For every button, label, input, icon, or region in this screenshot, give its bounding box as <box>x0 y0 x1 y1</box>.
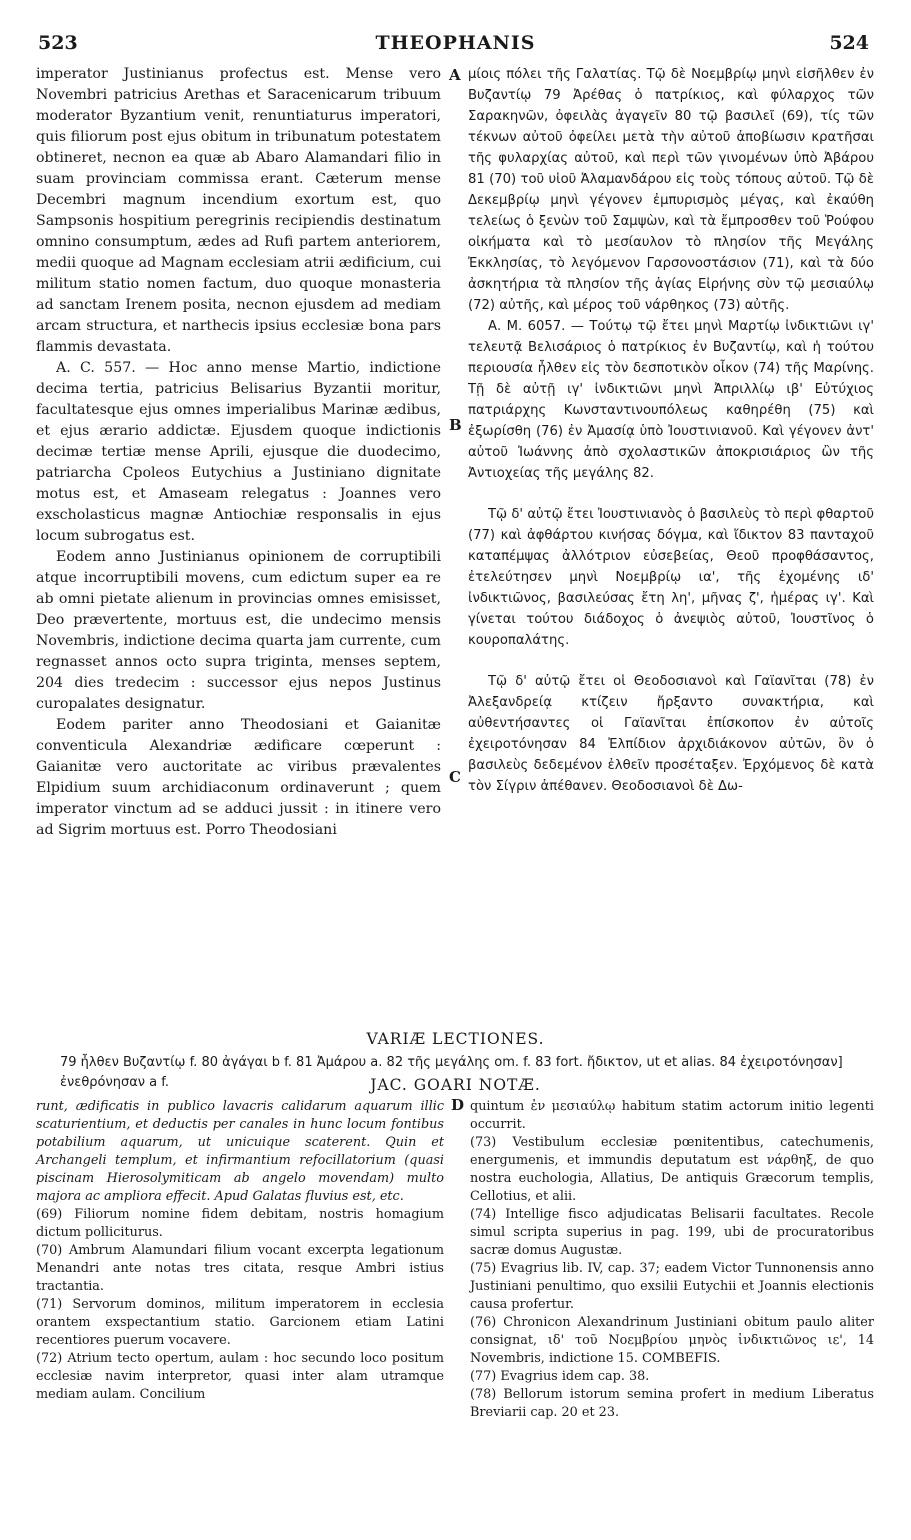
note-paragraph: (69) Filiorum nomine fidem debitam, nostris homagium dictum polliciturus. <box>36 1207 444 1240</box>
note-paragraph: runt, ædificatis in publico lavacris calidarum aquarum illic scaturientium, et deductis per canales in hunc locum fontibus potabilium aquarum, ut unicuique scaterent. Quin et Archangeli templum, et infirmantium refocillatorium (quasi piscinam Hierosolymiticam ab angelo movendam) multo majora ac ampliora effecit. Apud Galatas fluvius est, etc. <box>36 1099 444 1204</box>
note-paragraph: (70) Ambrum Alamundari filium vocant excerpta legationum Menandri ante notas tres citata, resque Ambri istius tractantia. <box>36 1243 444 1294</box>
greek-paragraph: μίοις πόλει τῆς Γαλατίας. Τῷ δὲ Νοεμβρίῳ μηνὶ εἰσῆλθεν ἐν Βυζαντίῳ 79 Ἀρέθας ὁ πατρίκιος, καὶ φύλαρχος τῶν Σαρακηνῶν, ὀφειλὰς ἀγαγεῖν 80 τῷ βασιλεῖ (69), τίς τῶν τέκνων αὐτοῦ ὀφείλει μετὰ τὴν αὐτοῦ ἀποβίωσιν κρατῆσαι τῆς φυλαρχίας αὐτοῦ, καὶ περὶ τῶν γινομένων ὑπὸ Ἀβάρου 81 (70) τοῦ υἱοῦ Ἀλαμανδάρου εἰς τοὺς τόπους αὐτοῦ. Τῷ δὲ Δεκεμβρίῳ μηνὶ γέγονεν ἐμπυρισμὸς μέγας, καὶ ἐκαύθη τελείως ὁ ξενὼν τοῦ Σαμψὼν, καὶ τὰ ἔμπροσθεν τοῦ Ῥούφου οἰκήματα καὶ τὸ μεσίαυλον τὸ πλησίον τῆς Μεγάλης Ἐκκλησίας, τὸ λεγόμενον Γαρσονοστάσιον (71), καὶ τὰ δύο ἀσκητήρια τὰ πλησίον τῆς ἁγίας Εἰρήνης σὺν τῷ μεσιαύλῳ (72) αὐτῆς, καὶ μέρος τοῦ νάρθηκος (73) αὐτῆς. <box>468 67 874 313</box>
note-paragraph: (78) Bellorum istorum semina profert in medium Liberatus Breviarii cap. 20 et 23. <box>470 1387 874 1420</box>
note-paragraph: (72) Atrium tecto opertum, aulam : hoc secundo loco positum ecclesiæ navim interpretor, quasi inter alam utramque mediam aulam. Concilium <box>36 1351 444 1402</box>
note-paragraph: quintum ἐν μεσιαύλῳ habitum statim actorum initio legenti occurrit. <box>470 1099 874 1132</box>
note-paragraph: (71) Servorum dominos, militum imperatorem in ecclesia orantem exspectantium statio. Garcionem etiam Latini recentiores puerum vocavere. <box>36 1297 444 1348</box>
note-paragraph: (75) Evagrius lib. IV, cap. 37; eadem Victor Tunnonensis anno Justiniani penultimo, quo exsilii Eutychii et Joannis electionis causa profertur. <box>470 1261 874 1312</box>
latin-paragraph: imperator Justinianus profectus est. Mense vero Novembri patricius Arethas et Saracenicarum tribuum moderator Byzantium venit, renuntiaturus imperatori, quis filiorum post ejus obitum in tribunatum potestatem obtineret, necnon ea quæ ab Abaro Alamandari filio in suam provinciam commissa erant. Cæterum mense Decembri magnum incendium exortum est, quo Sampsonis hospitium peregrinis recipiendis destinatum omnino consumptum, ædes ad Rufi partem anteriorem, medii quoque ad Magnam ecclesiam atrii ædificium, cui militum statio nomen factum, duo quoque monasteria ad sanctam Irenem posita, necnon ejusdem ad mediam arcam structura, et narthecis ipsius ecclesiæ bona pars flammis devastata. <box>36 66 441 355</box>
latin-paragraph: A. C. 557. — Hoc anno mense Martio, indictione decima tertia, patricius Belisarius Byzantii moritur, facultatesque ejus omnes imperialibus Marinæ ædibus, et ejus ærario addictæ. Ejusdem quoque indictionis decimæ tertiæ mense Aprili, ejusque die duodecimo, patriarcha Cpoleos Eutychius a Justiniano dignitate motus est, et Amaseam relegatus : Joannes vero exscholasticus magnæ Antiochiæ responsalis in ejus locum subrogatus est. <box>36 360 441 544</box>
note-paragraph: (77) Evagrius idem cap. 38. <box>470 1369 650 1384</box>
latin-translation-column <box>36 64 441 841</box>
greek-text-column <box>468 64 874 797</box>
variae-lectiones-heading: VARIÆ LECTIONES. <box>366 1030 545 1048</box>
left-page-number: 523 <box>38 32 78 54</box>
latin-paragraph: Eodem anno Justinianus opinionem de corruptibili atque incorruptibili movens, cum edictum super ea re ab omni pietate alienum in provincias omnes emisisset, Deo prævertente, mortuus est, die undecimo mensis Novembris, indictione decima quarta jam currente, cum regnasset annos octo supra triginta, menses septem, 204 dies tredecim : successor ejus nepos Justinus curopalates designatur. <box>36 549 441 712</box>
notes-left-column <box>36 1098 444 1404</box>
goar-notes-heading: JAC. GOARI NOTÆ. <box>370 1076 541 1094</box>
variant-readings: 79 ἦλθεν Βυζαντίῳ f. 80 ἀγάγαι b f. 81 Ἀμάρου a. 82 τῆς μεγάλης om. f. 83 fort. ἤδικτον, ut et alias. 84 ἐχειροτόνησαν] ἐνεθρόνησαν a f. <box>60 1055 843 1090</box>
margin-marker-a: A <box>449 66 461 84</box>
right-page-number: 524 <box>829 32 869 54</box>
page-header <box>0 32 911 56</box>
margin-marker-d: D <box>451 1096 465 1114</box>
margin-marker-b: B <box>449 416 462 434</box>
note-paragraph: (74) Intellige fisco adjudicatas Belisarii facultates. Recole simul scripta superius in pag. 199, ubi de procuratoribus sacræ domus Augustæ. <box>470 1207 874 1258</box>
notes-right-column <box>470 1098 874 1422</box>
margin-marker-c: C <box>449 768 461 786</box>
greek-paragraph: Α. Μ. 6057. — Τούτῳ τῷ ἔτει μηνὶ Μαρτίῳ ἰνδικτιῶνι ιγ' τελευτᾷ Βελισάριος ὁ πατρίκιος ἐν Βυζαντίῳ, καὶ ἡ τούτου περιουσία ἦλθεν εἰς τὸν δεσποτικὸν οἶκον (74) τῆς Μαρίνης. Τῇ δὲ αὐτῇ ιγ' ἰνδικτιῶνι μηνὶ Ἀπριλλίῳ ιβ' Εὐτύχιος πατριάρχης Κωνσταντινουπόλεως καθηρέθη (75) καὶ ἐξωρίσθη (76) ἐν Ἀμασίᾳ ὑπὸ Ἰουστινιανοῦ. Καὶ γέγονεν ἀντ' αὐτοῦ Ἰωάννης ἀπὸ σχολαστικῶν ἀποκρισιάριος ὢν τῆς Ἀντιοχείας τῆς μεγάλης 82. <box>468 319 874 481</box>
note-paragraph: (76) Chronicon Alexandrinum Justiniani obitum paulo aliter consignat, ιδ' τοῦ Νοεμβρίου μηνὸς ἰνδικτιῶνος ιε', 14 Novembris, indictione 15. COMBEFIS. <box>470 1315 874 1366</box>
running-title: THEOPHANIS <box>375 32 536 54</box>
greek-paragraph: Τῷ δ' αὐτῷ ἔτει οἱ Θεοδοσιανοὶ καὶ Γαϊανῖται (78) ἐν Ἀλεξανδρείᾳ κτίζειν ἤρξαντο συνακτήρια, καὶ αὐθεντήσαντες οἱ Γαϊανῖται ἐπίσκοπον ἐν αὐτοῖς ἐχειροτόνησαν 84 Ἐλπίδιον ἀρχιδιάκονον αὐτῶν, ὃν ὁ βασιλεὺς δεδεμένον ἐλθεῖν προσέταξεν. Ἐρχόμενος δὲ κατὰ τὸν Σίγριν ἀπέθανεν. Θεοδοσιανοὶ δὲ Δω- <box>468 674 874 794</box>
note-paragraph: (73) Vestibulum ecclesiæ pœnitentibus, catechumenis, energumenis, et immundis deputatum est νάρθηξ, de quo nostra euchologia, Allatius, De antiquis Græcorum templis, Cellotius, et alii. <box>470 1135 874 1204</box>
latin-paragraph: Eodem pariter anno Theodosiani et Gaianitæ conventicula Alexandriæ ædificare cœperunt : Gaianitæ vero auctoritate ac viribus prævalentes Elpidium suum archidiaconum ordinaverunt ; quem imperator vinctum ad se adduci jussit : in itinere vero ad Sigrim mortuus est. Porro Theodosiani <box>36 717 441 838</box>
greek-paragraph: Τῷ δ' αὐτῷ ἔτει Ἰουστινιανὸς ὁ βασιλεὺς τὸ περὶ φθαρτοῦ (77) καὶ ἀφθάρτου κινήσας δόγμα, καὶ ἴδικτον 83 πανταχοῦ καταπέμψας ἀλλότριον εὐσεβείας, Θεοῦ προφθάσαντος, ἐτελεύτησεν μηνὶ Νοεμβρίῳ ια', τῆς ἐχομένης ιδ' ἰνδικτιῶνος, βασιλεύσας ἔτη λη', μῆνας ζ', ἡμέρας ιγ'. Καὶ γίνεται τούτου διάδοχος ὁ ἀνεψιὸς αὐτοῦ, Ἰουστῖνος ὁ κουροπαλάτης. <box>468 507 874 648</box>
